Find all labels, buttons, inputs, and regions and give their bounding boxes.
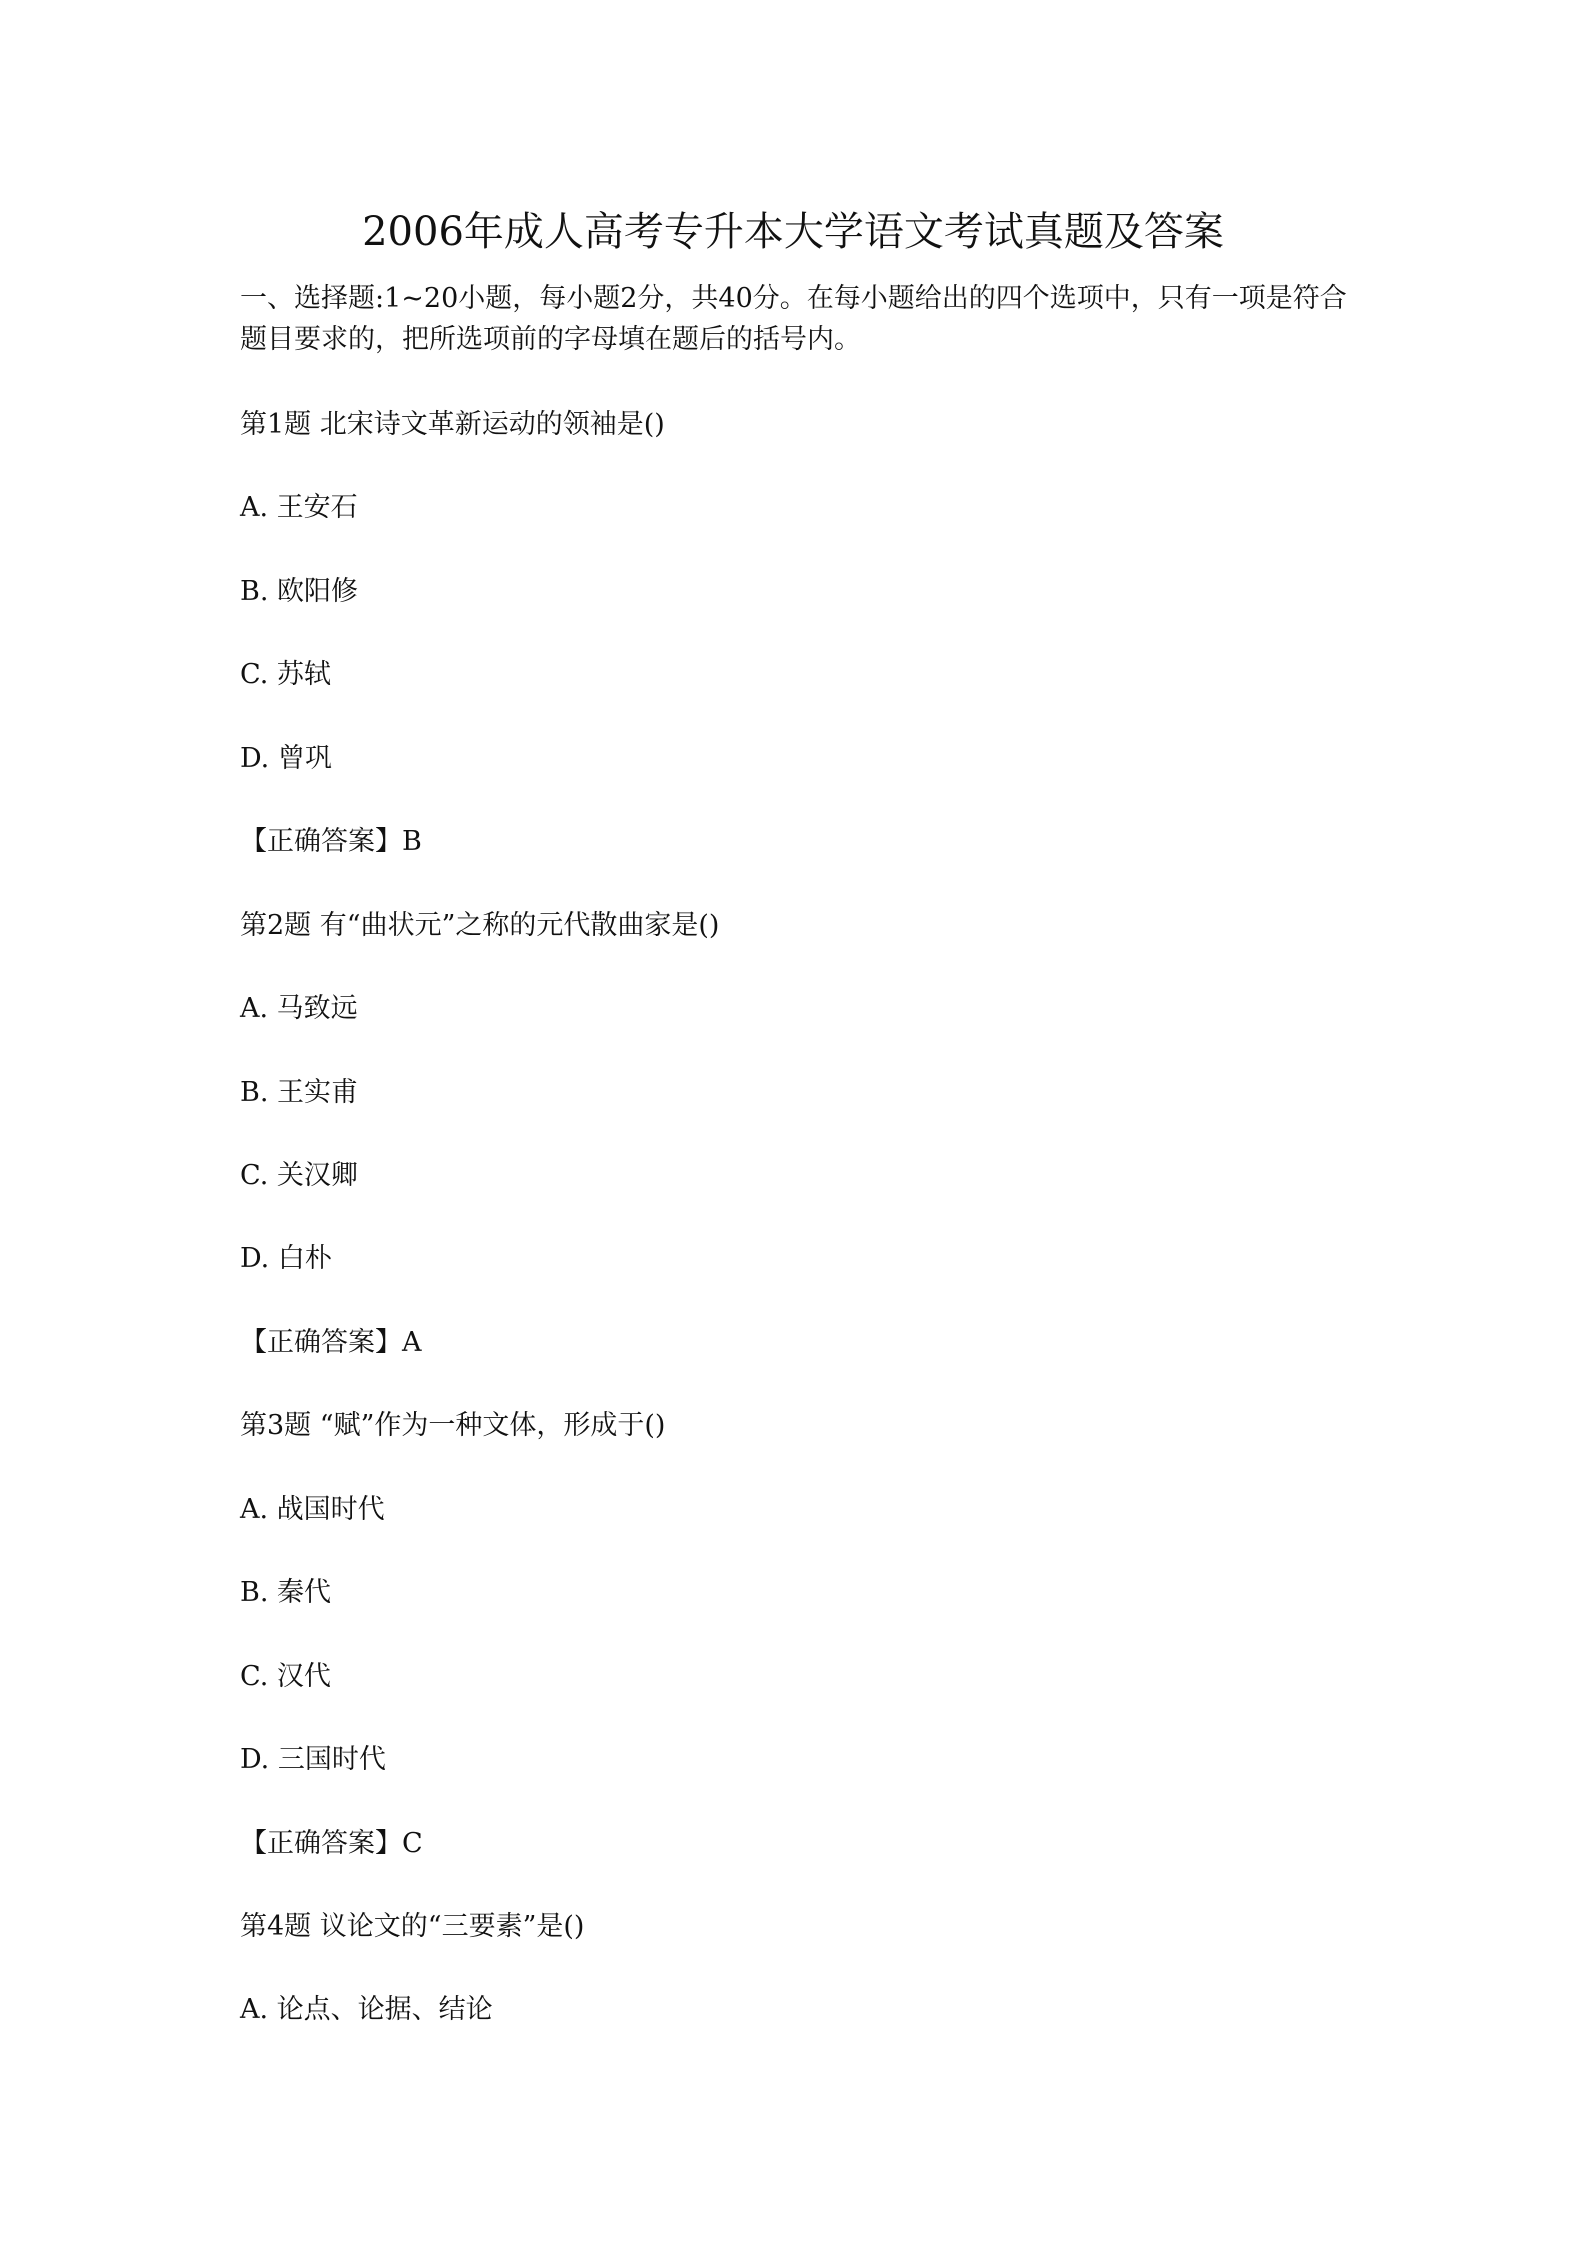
question-4-stem: 第4题 议论文的“三要素”是() bbox=[240, 1911, 585, 1942]
question-3-option-a: A. 战国时代 bbox=[240, 1494, 385, 1525]
question-1-stem: 第1题 北宋诗文革新运动的领袖是() bbox=[240, 409, 665, 440]
question-3-option-d: D. 三国时代 bbox=[240, 1744, 386, 1775]
question-3-stem: 第3题 “赋”作为一种文体，形成于() bbox=[240, 1410, 666, 1441]
question-1-answer: 【正确答案】B bbox=[240, 826, 422, 857]
question-2-stem: 第2题 有“曲状元”之称的元代散曲家是() bbox=[240, 910, 720, 941]
question-3-option-b: B. 秦代 bbox=[240, 1577, 332, 1608]
section-instructions: 一、选择题:1~20小题，每小题2分，共40分。在每小题给出的四个选项中，只有一项是符合题目要求的，把所选项前的字母填在题后的括号内。 bbox=[240, 283, 1347, 355]
question-1-option-d: D. 曾巩 bbox=[240, 743, 332, 774]
question-1-option-b: B. 欧阳修 bbox=[240, 576, 359, 607]
question-2-option-a: A. 马致远 bbox=[240, 993, 358, 1024]
document-title: 2006年成人高考专升本大学语文考试真题及答案 bbox=[362, 209, 1224, 255]
question-2-option-b: B. 王实甫 bbox=[240, 1077, 359, 1108]
question-3-answer: 【正确答案】C bbox=[240, 1828, 423, 1859]
question-2-option-c: C. 关汉卿 bbox=[240, 1160, 358, 1191]
question-1-option-c: C. 苏轼 bbox=[240, 659, 331, 690]
question-2-option-d: D. 白朴 bbox=[240, 1243, 332, 1274]
question-4-option-a: A. 论点、论据、结论 bbox=[240, 1994, 493, 2025]
question-3-option-c: C. 汉代 bbox=[240, 1661, 331, 1692]
question-1-option-a: A. 王安石 bbox=[240, 492, 358, 523]
question-2-answer: 【正确答案】A bbox=[240, 1327, 422, 1358]
